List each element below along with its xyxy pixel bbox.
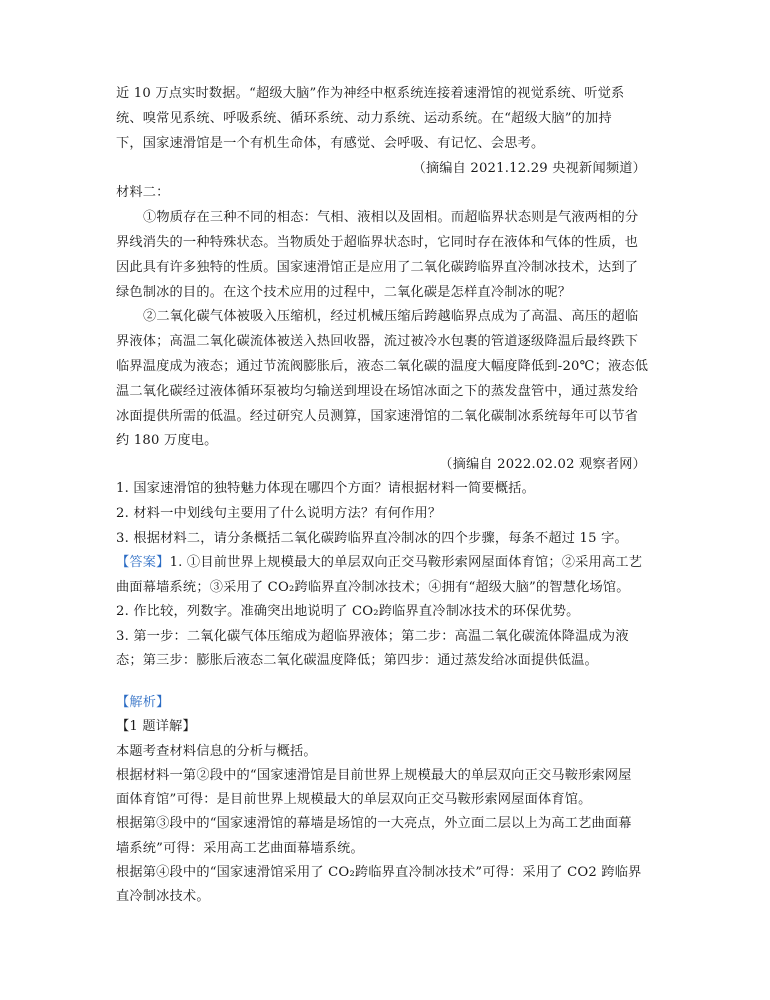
question-2: 2. 材料一中划线句主要用了什么说明方法？有何作用？ [116, 506, 442, 521]
text-line: 根据第④段中的“国家速滑馆采用了 CO₂跨临界直冷制冰技术”可得：采用了 CO2 跨临界 [116, 865, 642, 880]
text-line: 界液体；高温二氧化碳流体被送入热回收器，流过被冷水包裹的管道逐级降温后最终跌下 [116, 334, 639, 349]
text-line: 面体育馆”可得：是目前世界上规模最大的单层双向正交马鞍形索网屋面体育馆。 [116, 792, 592, 807]
text-line: 直冷制冰技术。 [116, 889, 210, 904]
question-1: 1. 国家速滑馆的独特魅力体现在哪四个方面？请根据材料一简要概括。 [116, 481, 535, 496]
source-citation: （摘编自 2021.12.29 央视新闻频道） [412, 161, 646, 176]
text-line: ②二氧化碳气体被吸入压缩机，经过机械压缩后跨越临界点成为了高温、高压的超临 [143, 309, 639, 324]
text-line: 曲面幕墙系统；③采用了 CO₂跨临界直冷制冰技术；④拥有“超级大脑”的智慧化场馆。 [116, 580, 630, 595]
answer-tag: 【答案】 [116, 555, 170, 570]
text-line: ①物质存在三种不同的相态：气相、液相以及固相。而超临界状态则是气液两相的分 [143, 210, 639, 225]
source-citation: （摘编自 2022.02.02 观察者网） [439, 457, 646, 472]
text-line: 根据材料一第②段中的“国家速滑馆是目前世界上规模最大的单层双向正交马鞍形索网屋 [116, 768, 632, 783]
text-line: 本题考查材料信息的分析与概括。 [116, 744, 317, 759]
text-line: 墙系统”可得：采用高工艺曲面幕墙系统。 [116, 841, 364, 856]
text-line: 态；第三步：膨胀后液态二氧化碳温度降低；第四步：通过蒸发给冰面提供低温。 [116, 653, 598, 668]
text-line: 统、嗅常见系统、呼吸系统、循环系统、动力系统、运动系统。在“超级大脑”的加持 [116, 111, 612, 126]
text-line: 临界温度成为液态；通过节流阀膨胀后，液态二氧化碳的温度大幅度降低到-20℃；液态低 [116, 359, 649, 374]
text-line: 3. 第一步：二氧化碳气体压缩成为超临界液体；第二步：高温二氧化碳流体降温成为液 [116, 629, 629, 644]
answer-line [116, 554, 642, 572]
analysis-tag: 【解析】 [116, 695, 170, 710]
text-line: 绿色制冰的目的。在这个技术应用的过程中，二氧化碳是怎样直冷制冰的呢？ [116, 285, 572, 300]
text-line: 约 180 万度电。 [116, 433, 218, 448]
material-heading: 材料二： [116, 185, 170, 200]
text-line: 下，国家速滑馆是一个有机生命体，有感觉、会呼吸、有记忆、会思考。 [116, 136, 545, 151]
text-line: 界线消失的一种特殊状态。当物质处于超临界状态时，它同时存在液体和气体的性质，也 [116, 235, 639, 250]
text-line: 温二氧化碳经过液体循环泵被均匀输送到埋设在场馆冰面之下的蒸发盘管中，通过蒸发给 [116, 384, 639, 399]
text-line: 2. 作比较，列数字。准确突出地说明了 CO₂跨临界直冷制冰技术的环保优势。 [116, 604, 580, 619]
subheading: 【1 题详解】 [116, 719, 196, 734]
text-line: 冰面提供所需的低温。经过研究人员测算，国家速滑馆的二氧化碳制冰系统每年可以节省 [116, 409, 639, 424]
text-line: 根据第③段中的“国家速滑馆的幕墙是场馆的一大亮点，外立面二层以上为高工艺曲面幕 [116, 816, 632, 831]
answer-text: 1. ①目前世界上规模最大的单层双向正交马鞍形索网屋面体育馆；②采用高工艺 [169, 555, 643, 570]
question-3: 3. 根据材料二，请分条概括二氧化碳跨临界直冷制冰的四个步骤，每条不超过 15 字。 [116, 531, 628, 546]
text-line: 因此具有许多独特的性质。国家速滑馆正是应用了二氧化碳跨临界直冷制冰技术，达到了 [116, 260, 639, 275]
text-line: 近 10 万点实时数据。“超级大脑”作为神经中枢系统连接着速滑馆的视觉系统、听觉系 [116, 86, 625, 101]
